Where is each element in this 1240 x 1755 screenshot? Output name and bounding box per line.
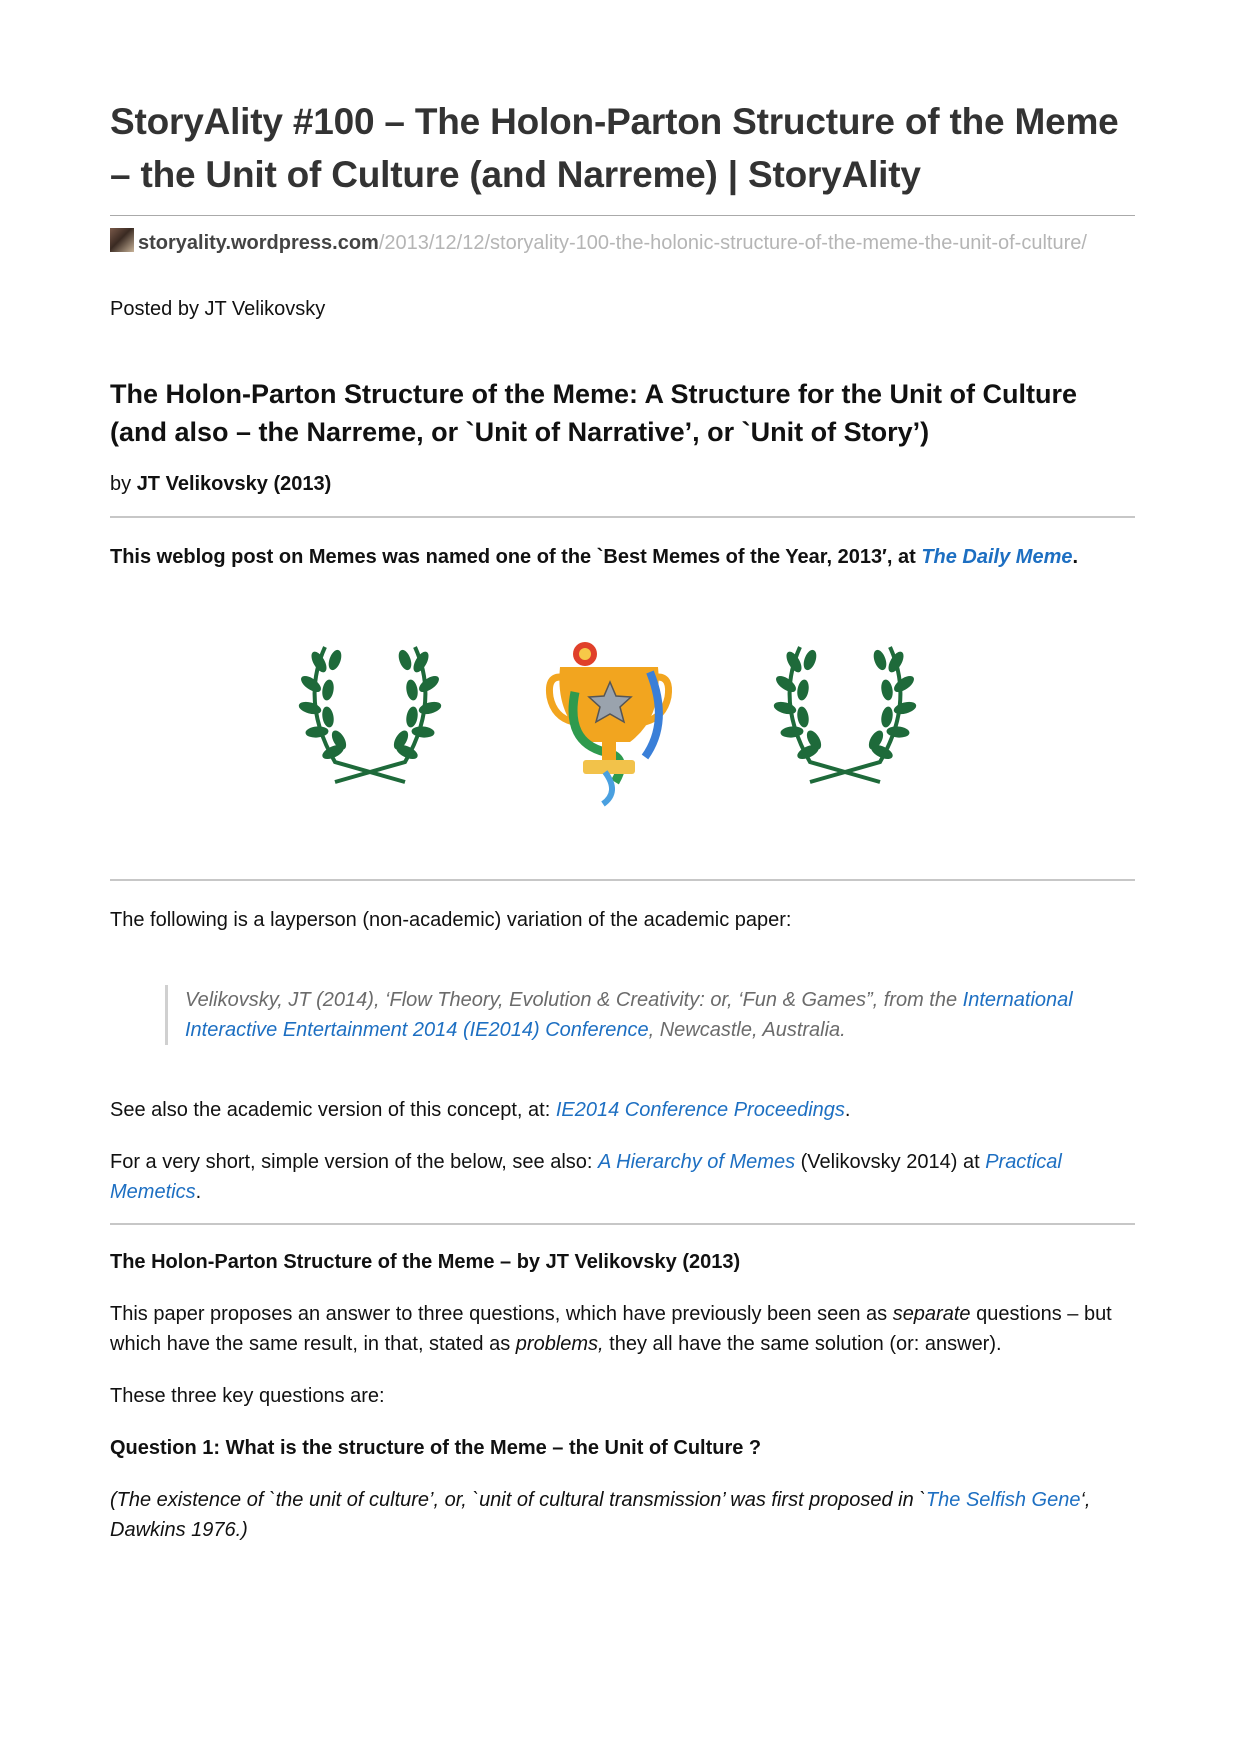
page-title: StoryAlity #100 – The Holon-Parton Structure of the Meme – the Unit of Culture (and Narreme) | StoryAlity <box>110 95 1135 216</box>
intro-paragraph: The following is a layperson (non-academic) variation of the academic paper: <box>110 909 792 931</box>
practical-memetics-link[interactable]: Practical Memetics <box>110 1151 1062 1203</box>
short-mid: (Velikovsky 2014) at <box>795 1151 986 1173</box>
body-paragraph <box>110 1299 1135 1359</box>
daily-meme-link[interactable]: The Daily Meme <box>921 546 1073 568</box>
question-note <box>110 1485 1135 1545</box>
para1-text: they all have the same solution (or: answer). <box>603 1333 1002 1355</box>
question-heading: Question 1: What is the structure of the Meme – the Unit of Culture ? <box>110 1437 762 1459</box>
para1-text: This paper proposes an answer to three questions, which have previously been seen as <box>110 1303 893 1325</box>
award-notice <box>110 542 1135 572</box>
trophy-icon <box>545 632 675 807</box>
section-heading: The Holon-Parton Structure of the Meme – by JT Velikovsky (2013) <box>110 1251 741 1273</box>
byline-prefix: by <box>110 473 137 495</box>
short-end: . <box>195 1181 202 1203</box>
divider <box>110 879 1135 881</box>
byline <box>110 473 1135 496</box>
site-favicon-icon <box>110 228 134 252</box>
document-page <box>110 95 1135 1545</box>
see-also-end: . <box>844 1099 851 1121</box>
award-icons <box>110 632 1135 872</box>
quote-end: , Newcastle, Australia. <box>648 1019 846 1041</box>
award-text: This weblog post on Memes was named one of the `Best Memes of the Year, 2013′, at <box>110 546 922 568</box>
award-end: . <box>1072 546 1079 568</box>
divider <box>110 516 1135 518</box>
short-text: For a very short, simple version of the below, see also: <box>110 1151 598 1173</box>
source-path[interactable]: /2013/12/12/storyality-100-the-holonic-structure-of-the-meme-the-unit-of-culture/ <box>378 232 1087 254</box>
divider <box>110 1223 1135 1225</box>
hierarchy-of-memes-link[interactable]: A Hierarchy of Memes <box>598 1151 796 1173</box>
citation-quote <box>165 985 1135 1045</box>
para1-emphasis: problems, <box>515 1333 604 1355</box>
note-text: ‘, Dawkins 1976.) <box>110 1489 1091 1541</box>
note-text: (The existence of `the unit of culture’, or, `unit of cultural transmission’ was first proposed in ` <box>110 1489 926 1511</box>
laurel-wreath-icon <box>295 632 445 792</box>
ie2014-proceedings-link[interactable]: IE2014 Conference Proceedings <box>555 1099 845 1121</box>
see-also-text: See also the academic version of this concept, at: <box>110 1099 556 1121</box>
body-paragraph: These three key questions are: <box>110 1385 385 1407</box>
see-also-paragraph <box>110 1095 1135 1125</box>
laurel-wreath-icon <box>770 632 920 792</box>
quote-text: Velikovsky, JT (2014), ‘Flow Theory, Evolution & Creativity: or, ‘Fun & Games”, from the <box>185 989 963 1011</box>
short-version-paragraph <box>110 1147 1135 1207</box>
para1-emphasis: separate <box>892 1303 971 1325</box>
source-url[interactable] <box>110 228 1135 257</box>
source-domain[interactable]: storyality.wordpress.com <box>138 232 379 254</box>
byline-author: JT Velikovsky (2013) <box>136 473 332 495</box>
para1-text: questions – but which have the same result, in that, stated as <box>110 1303 1112 1355</box>
selfish-gene-link[interactable]: The Selfish Gene <box>925 1489 1081 1511</box>
article-title: The Holon-Parton Structure of the Meme: A Structure for the Unit of Culture (and also – the Narreme, or `Unit of Narrative’, or `Unit of Story’) <box>110 379 1078 447</box>
ie2014-conference-link[interactable]: International Interactive Entertainment 2014 (IE2014) Conference <box>185 989 1073 1041</box>
posted-by: Posted by JT Velikovsky <box>110 298 326 320</box>
